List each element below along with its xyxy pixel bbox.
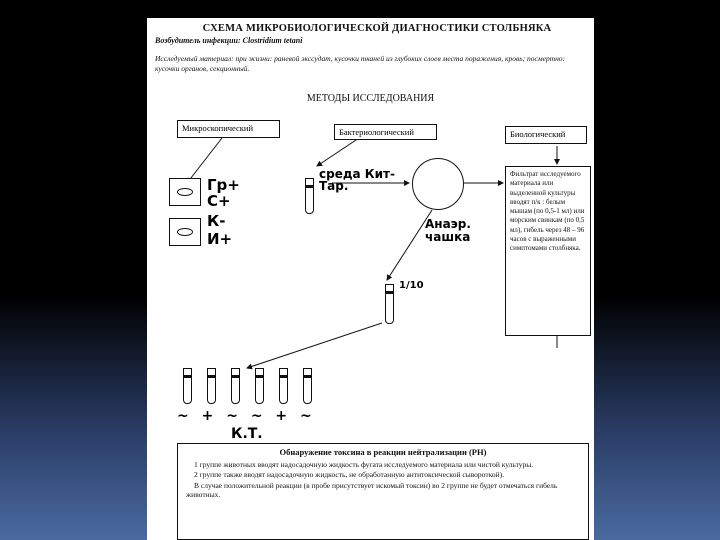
- diagram-sheet: [147, 18, 594, 540]
- rn-title: Обнаружение токсина в реакции нейтрализации (РН): [279, 447, 487, 457]
- causative-agent: Возбудитель инфекции: Clostridium tetani: [155, 36, 303, 45]
- microscope-slide-1: [169, 178, 201, 206]
- rn-paragraph-2: 2 группе также вводят надосадочную жидкость, не обработанную антитоксической сывороткой).: [194, 470, 505, 479]
- method-biological-label: Биологический: [510, 129, 566, 139]
- handwritten-gram: Гр+: [207, 176, 240, 194]
- arrow-to-biochem: [247, 323, 382, 368]
- method-bacteriological-label: Бактериологический: [339, 127, 414, 137]
- biochem-tube-5: [279, 368, 288, 404]
- method-bacteriological: [334, 124, 437, 140]
- handwritten-biochem-results: ~ + ~ ~ + ~: [177, 408, 316, 424]
- biochem-tube-6: [303, 368, 312, 404]
- rn-paragraph-1: 1 группе животных вводят надосадочную жидкость фугата исследуемого материала или чистой культуры.: [194, 459, 534, 469]
- arrow-bacteriological: [317, 138, 359, 166]
- handwritten-k-minus: К-: [207, 212, 226, 230]
- methods-header: МЕТОДЫ ИССЛЕДОВАНИЯ: [306, 93, 435, 104]
- handwritten-medium: среда Кит-Тар.: [319, 167, 395, 193]
- microscope-slide-2: [169, 218, 201, 246]
- method-biological: [505, 126, 587, 144]
- biochem-tube-4: [255, 368, 264, 404]
- method-microscopic-label: Микроскопический: [182, 123, 254, 133]
- diagram-title: СХЕМА МИКРОБИОЛОГИЧЕСКОЙ ДИАГНОСТИКИ СТОЛБНЯКА: [202, 23, 552, 34]
- biochem-tube-3: [231, 368, 240, 404]
- neutralization-reaction-box: [177, 443, 589, 540]
- biological-method-description: Фильтрат исследуемого материала или выделенной культуры вводят п/к : белым мышам (по 0,5-1 мл) или морским свинкам (по 0,5 мл), гибель через 48 – 96 часов с выраженными симптомами столбняка.: [505, 166, 591, 336]
- handwritten-i-plus: И+: [207, 230, 233, 248]
- culture-tube: [305, 178, 314, 214]
- handwritten-kt: К.Т.: [231, 426, 263, 442]
- test-material: Исследуемый материал: при жизни: раневой экссудат, кусочки тканей из глубоких слоев места поражения, кровь; посмертно: кусочки органов, секционный.: [155, 54, 566, 73]
- handwritten-anaerobic: Анаэр. чашка: [425, 217, 471, 244]
- handwritten-c-plus: С+: [207, 192, 231, 210]
- subculture-tube: [385, 284, 394, 324]
- method-microscopic: [177, 120, 280, 138]
- biochem-tube-1: [183, 368, 192, 404]
- handwritten-seed: 1/10: [399, 280, 424, 291]
- biochem-tube-2: [207, 368, 216, 404]
- petri-dish: [412, 158, 464, 210]
- rn-paragraph-3: В случае положительной реакции (в пробе присутствует искомый токсин) во 2 группе не будет отмечаться гибель животных.: [186, 480, 558, 499]
